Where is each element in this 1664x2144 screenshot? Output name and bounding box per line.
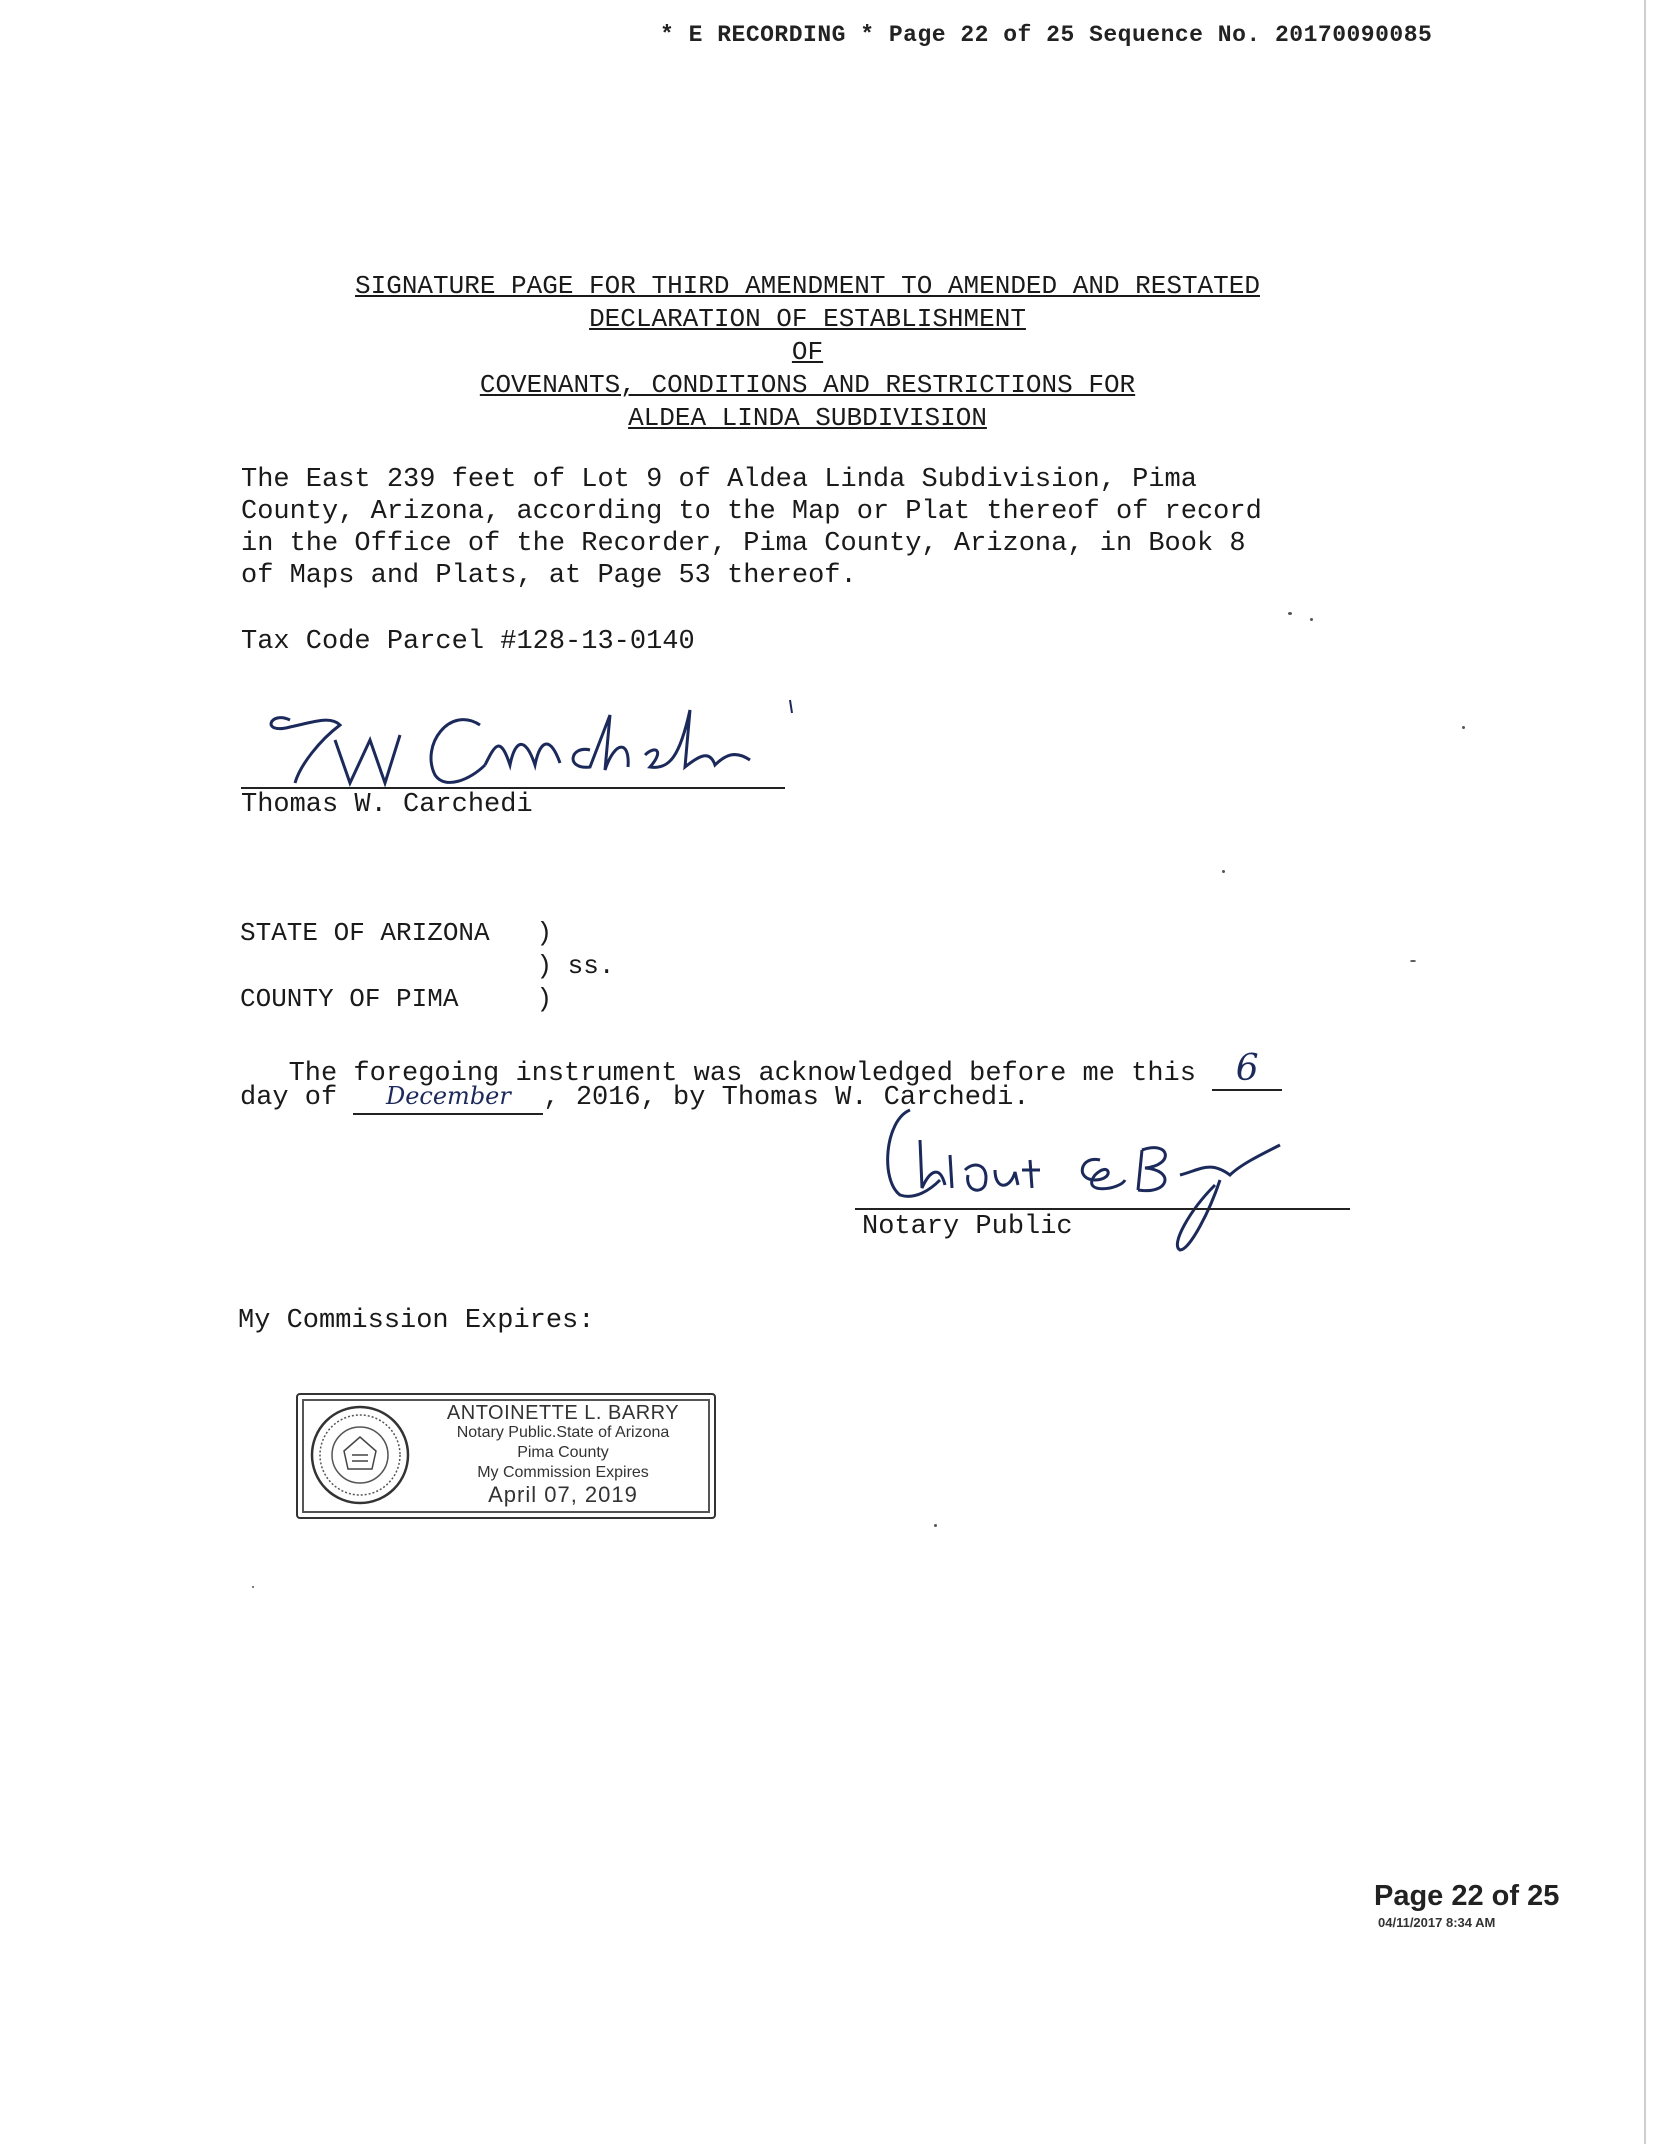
scan-speck (1462, 726, 1465, 729)
page-edge-line (1644, 0, 1646, 2144)
scan-speck (1222, 870, 1225, 873)
state-seal-icon (308, 1403, 412, 1507)
legal-line-4: of Maps and Plats, at Page 53 thereof. (241, 561, 857, 591)
stamp-expiration-date: April 07, 2019 (488, 1482, 638, 1507)
venue-state-text: STATE OF ARIZONA ) (240, 918, 553, 948)
signer-signature-line (241, 787, 785, 789)
stamp-notary-title: Notary Public.State of Arizona (456, 1424, 670, 1441)
venue-county-text: COUNTY OF PIMA ) (240, 984, 553, 1014)
recording-header: * E RECORDING * Page 22 of 25 Sequence No. 20170090085 (660, 22, 1433, 48)
scan-speck (1410, 960, 1416, 962)
ack-line2-prefix: day of (240, 1083, 354, 1113)
title-line-4: COVENANTS, CONDITIONS AND RESTRICTIONS FOR (479, 370, 1136, 400)
legal-line-1: The East 239 feet of Lot 9 of Aldea Linda Subdivision, Pima (241, 465, 1197, 495)
venue-ss-text: ) ss. (240, 951, 615, 981)
document-title (0, 270, 1615, 435)
notary-stamp (296, 1393, 716, 1519)
title-line-1: SIGNATURE PAGE FOR THIRD AMENDMENT TO AMENDED AND RESTATED (355, 271, 1260, 301)
notary-public-label: Notary Public (862, 1212, 1073, 1242)
ack-day-handwritten: 6 (1235, 1048, 1259, 1089)
footer-timestamp: 04/11/2017 8:34 AM (1378, 1915, 1496, 1930)
venue-county (240, 984, 552, 1014)
stamp-notary-name: ANTOINETTE L. BARRY (446, 1402, 680, 1424)
legal-description (241, 464, 1262, 592)
notary-signature-line (855, 1208, 1350, 1210)
footer-page-number: Page 22 of 25 (1374, 1880, 1560, 1912)
signer-signature (250, 695, 810, 790)
ack-line1-text: The foregoing instrument was acknowledged before me this (240, 1059, 1213, 1089)
stamp-expires-label: My Commission Expires (477, 1464, 649, 1481)
signer-name: Thomas W. Carchedi (241, 790, 533, 820)
stamp-county: Pima County (517, 1444, 609, 1461)
venue-state (240, 918, 552, 948)
commission-expires-label: My Commission Expires: (238, 1306, 595, 1336)
ack-month-field (353, 1082, 543, 1115)
scan-speck (1288, 612, 1292, 615)
scan-speck (934, 1524, 937, 1527)
tax-code-parcel: Tax Code Parcel #128-13-0140 (241, 627, 695, 657)
venue-ss (240, 951, 614, 981)
scan-speck (1310, 618, 1313, 621)
title-line-2: DECLARATION OF ESTABLISHMENT (589, 304, 1026, 334)
legal-line-3: in the Office of the Recorder, Pima County, Arizona, in Book 8 (241, 529, 1246, 559)
stamp-text (418, 1403, 708, 1505)
title-line-5: ALDEA LINDA SUBDIVISION (628, 403, 987, 433)
title-line-3: OF (791, 337, 824, 367)
legal-line-2: County, Arizona, according to the Map or Plat thereof of record (241, 497, 1262, 527)
scan-speck (252, 1586, 254, 1588)
ack-line2-suffix: , 2016, by Thomas W. Carchedi. (543, 1083, 1030, 1113)
ack-day-field (1212, 1048, 1282, 1091)
ack-month-handwritten: December (385, 1082, 511, 1110)
